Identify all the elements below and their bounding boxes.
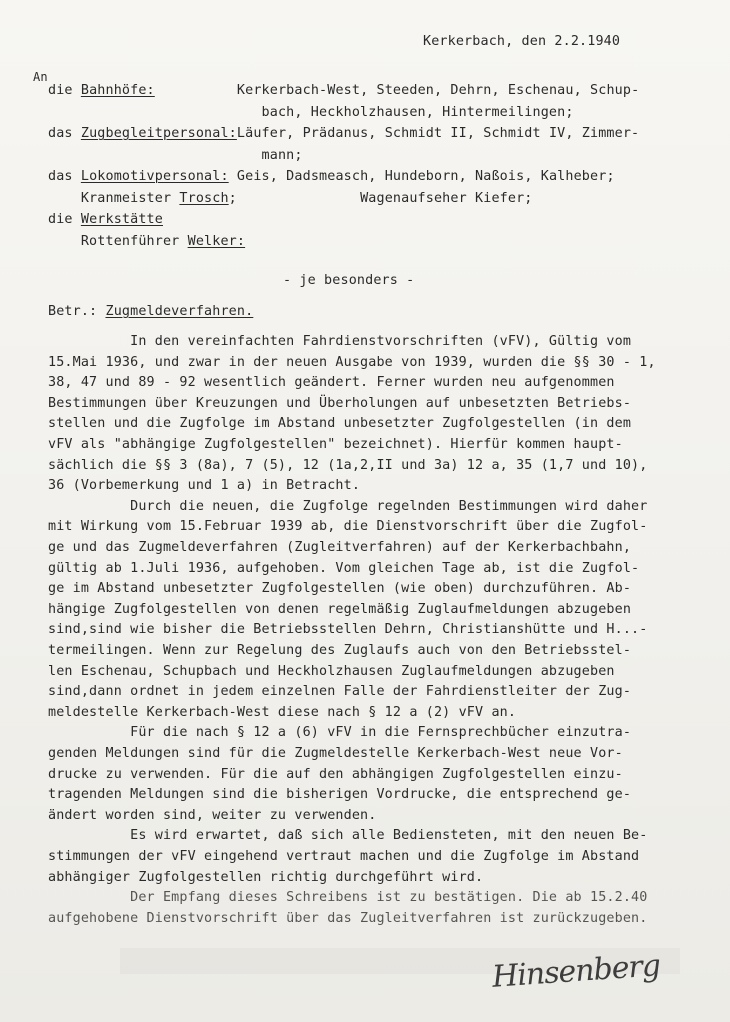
- body-line: ge und das Zugmeldeverfahren (Zugleitverfahren) auf der Kerkerbachbahn,: [48, 540, 632, 555]
- body-line: Für die nach § 12 a (6) vFV in die Fernsprechbücher einzutra-: [48, 725, 632, 741]
- addressee-pad: [48, 105, 262, 120]
- body-line: Durch die neuen, die Zugfolge regelnden Bestimmungen wird daher: [48, 498, 648, 514]
- addressee-lead: Kranmeister: [48, 190, 180, 206]
- addressee-label: Zugbegleitpersonal:: [80, 126, 237, 141]
- body-line: meldestelle Kerkerbach-West diese nach § 12 a (2) vFV an.: [48, 704, 517, 720]
- addressee-line: [48, 104, 574, 122]
- addressee-lead: Rottenführer: [48, 233, 188, 249]
- addressee-line: [48, 147, 303, 165]
- body-line: Der Empfang dieses Schreibens ist zu bestätigen. Die ab 15.2.40: [48, 890, 648, 906]
- addressee-lead: das: [48, 169, 81, 184]
- addressee-pad: [48, 148, 262, 163]
- body-line: ändert worden sind, weiter zu verwenden.: [48, 807, 377, 823]
- body-line: vFV als "abhängige Zugfolgestellen" bezeichnet). Hierfür kommen haupt-: [48, 437, 623, 452]
- body-line: Bestimmungen über Kreuzungen und Überholungen auf unbesetzten Betriebs-: [48, 395, 632, 411]
- addressee-line: [48, 125, 639, 143]
- addressee-label: Werkstätte: [80, 212, 163, 227]
- body-line: hängige Zugfolgestellen von denen regelmäßig Zuglaufmeldungen abzugeben: [48, 601, 632, 617]
- body-line: stellen und die Zugfolge im Abstand unbesetzter Zugfolgestellen (in dem: [48, 416, 632, 432]
- addressee-pad: [229, 169, 237, 184]
- body-line: 36 (Vorbemerkung und 1 a) in Betracht.: [48, 478, 361, 494]
- body-line: tragenden Meldungen sind die bisherigen Vordrucke, die entsprechend ge-: [48, 787, 632, 803]
- body-line: genden Meldungen sind für die Zugmeldestelle Kerkerbach-West neue Vor-: [48, 746, 623, 761]
- addressee-lead: die: [48, 83, 81, 98]
- addressee-line: [48, 190, 533, 208]
- body-line: 38, 47 und 89 - 92 wesentlich geändert. Ferner wurden neu aufgenommen: [48, 375, 615, 391]
- body-line: sind,dann ordnet in jedem einzelnen Falle der Fahrdienstleiter der Zug-: [48, 684, 632, 700]
- body-line: termeilingen. Wenn zur Regelung des Zuglaufs auch von den Betriebsstel-: [48, 643, 632, 658]
- body-line: drucke zu verwenden. Für die auf den abhängigen Zugfolgestellen einzu-: [48, 766, 623, 782]
- subject-prefix: Betr.:: [48, 304, 106, 319]
- body-line: stimmungen der vFV eingehend vertraut machen und die Zugfolge im Abstand: [48, 849, 640, 864]
- addressee-line: [48, 233, 245, 251]
- je-besonders: - je besonders -: [283, 273, 415, 288]
- subject-text: Zugmeldeverfahren.: [105, 304, 254, 319]
- addressee-pad: ;: [228, 190, 237, 206]
- addressee-label: Lokomotivpersonal:: [80, 169, 229, 184]
- body-line: Es wird erwartet, daß sich alle Bediensteten, mit den neuen Be-: [48, 828, 648, 844]
- addressee-line: [48, 211, 163, 229]
- body-line: sind,sind wie bisher die Betriebsstellen Dehrn, Christianshütte und H...-: [48, 622, 648, 638]
- addressee-line: [48, 168, 615, 186]
- addressee-label: Welker:: [187, 233, 246, 249]
- addressee-names: Läufer, Prädanus, Schmidt II, Schmidt IV, Zimmer-: [236, 126, 640, 141]
- body-line: len Eschenau, Schupbach und Heckholzhausen Zuglaufmeldungen abzugeben: [48, 663, 615, 679]
- signature: Hinsenberg: [490, 948, 662, 995]
- addressee-line: [48, 82, 639, 100]
- subject-line: [48, 303, 253, 321]
- body-line: In den vereinfachten Fahrdienstvorschriften (vFV), Gültig vom: [48, 334, 632, 349]
- addressee-names: Wagenaufseher Kiefer;: [236, 190, 533, 206]
- addressee-names: Geis, Dadsmeasch, Hundeborn, Naßois, Kalheber;: [236, 169, 615, 184]
- body-line: aufgehobene Dienstvorschrift über das Zugleitverfahren ist zurückzugeben.: [48, 910, 648, 926]
- addressee-pad: [155, 83, 237, 98]
- body-line: mit Wirkung vom 15.Februar 1939 ab, die Dienstvorschrift über die Zugfol-: [48, 519, 648, 535]
- body-line: ge im Abstand unbesetzter Zugfolgestellen (wie oben) durchzuführen. Ab-: [48, 581, 632, 597]
- addressee-names: bach, Heckholzhausen, Hintermeilingen;: [261, 104, 574, 120]
- addressee-lead: die: [48, 212, 81, 227]
- addressee-names: Kerkerbach-West, Steeden, Dehrn, Eschenau, Schup-: [236, 83, 640, 98]
- addressee-lead: das: [48, 126, 81, 141]
- date-line: Kerkerbach, den 2.2.1940: [423, 34, 621, 49]
- body-line: sächlich die §§ 3 (8a), 7 (5), 12 (1a,2,II und 3a) 12 a, 35 (1,7 und 10),: [48, 457, 648, 473]
- addressee-label: Trosch: [179, 190, 229, 206]
- body-line: gültig ab 1.Juli 1936, aufgehoben. Vom gleichen Tage ab, ist die Zugfol-: [48, 560, 640, 576]
- an-label: An: [33, 70, 48, 84]
- addressee-names: mann;: [261, 147, 303, 163]
- body-line: abhängiger Zugfolgestellen richtig durchgeführt wird.: [48, 869, 484, 885]
- body-line: 15.Mai 1936, und zwar in der neuen Ausgabe von 1939, wurden die §§ 30 - 1,: [48, 354, 656, 370]
- addressee-label: Bahnhöfe:: [80, 83, 155, 98]
